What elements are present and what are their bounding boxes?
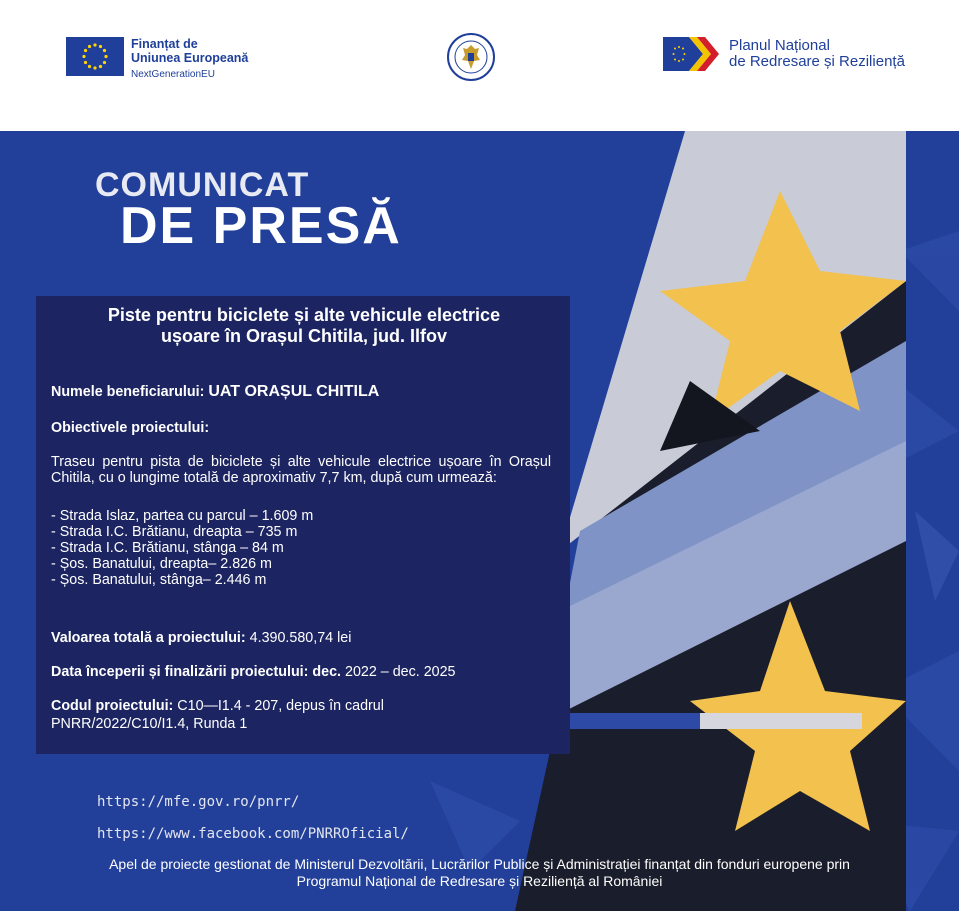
eu-line-3: NextGenerationEU — [131, 69, 215, 80]
pnrr-line-2: de Redresare și Reziliență — [729, 53, 905, 70]
project-heading-line-2: ușoare în Orașul Chitila, jud. Ilfov — [160, 326, 448, 346]
eu-funding-label — [131, 37, 301, 82]
header-logos — [0, 0, 959, 131]
pnrr-label — [729, 38, 939, 70]
beneficiary-label: Numele beneficiarului: — [51, 384, 205, 400]
romanian-government-logo — [447, 33, 495, 81]
facebook-link[interactable]: https://www.facebook.com/PNRROficial/ — [97, 826, 409, 842]
project-description: Traseu pentru pista de biciclete și alte vehicule electrice ușoare în Orașul Chitila, cu o lungime totală de aproximativ 7,7 km, după cum urmează: — [51, 454, 551, 486]
footer-note — [20, 856, 939, 890]
dates-value: 2022 – dec. 2025 — [345, 664, 456, 680]
title-line-2: DE PRESĂ — [120, 197, 402, 255]
list-item: - Strada Islaz, partea cu parcul – 1.609 m — [51, 508, 314, 524]
dates-bold: dec. — [312, 664, 342, 680]
code-row — [51, 698, 551, 714]
pnrr-line-1: Planul Național — [729, 37, 830, 54]
list-item: - Șos. Banatului, stânga– 2.446 m — [51, 572, 267, 588]
list-item: - Strada I.C. Brătianu, dreapta – 735 m — [51, 524, 298, 540]
list-item: - Șos. Banatului, dreapta– 2.826 m — [51, 556, 272, 572]
footer-line-2: Programul Național de Redresare și Reziliență al României — [296, 873, 663, 889]
eu-flag-icon — [66, 37, 124, 76]
objectives-label: Obiectivele proiectului: — [51, 420, 210, 436]
dates-label: Data începerii și finalizării proiectului: — [51, 664, 309, 680]
beneficiary-value: UAT ORAȘUL CHITILA — [208, 383, 380, 400]
project-heading — [66, 305, 542, 347]
beneficiary-row — [51, 384, 551, 400]
title-line-1: COMUNICAT — [95, 166, 310, 204]
eu-line-1: Finanțat de — [131, 37, 198, 51]
footer-line-1: Apel de proiecte gestionat de Ministerul Dezvoltării, Lucrărilor Publice și Administrației finanțat din fonduri europene prin — [109, 856, 850, 872]
dates-row — [51, 664, 551, 680]
value-row — [51, 630, 551, 646]
pnrr-flag-icon — [663, 37, 725, 71]
segment-list — [51, 508, 551, 588]
eu-line-2: Uniunea Europeană — [131, 51, 249, 65]
code-value: C10—I1.4 - 207, depus în cadrul — [177, 698, 384, 714]
code-value-line-2: PNRR/2022/C10/I1.4, Runda 1 — [51, 716, 248, 732]
code-label: Codul proiectului: — [51, 698, 174, 714]
value-amount: 4.390.580,74 lei — [249, 630, 352, 646]
value-label: Valoarea totală a proiectului: — [51, 630, 246, 646]
list-item: - Strada I.C. Brătianu, stânga – 84 m — [51, 540, 284, 556]
website-link[interactable]: https://mfe.gov.ro/pnrr/ — [97, 794, 300, 810]
project-info-panel — [36, 296, 570, 754]
project-heading-line-1: Piste pentru biciclete și alte vehicule electrice — [107, 305, 501, 325]
